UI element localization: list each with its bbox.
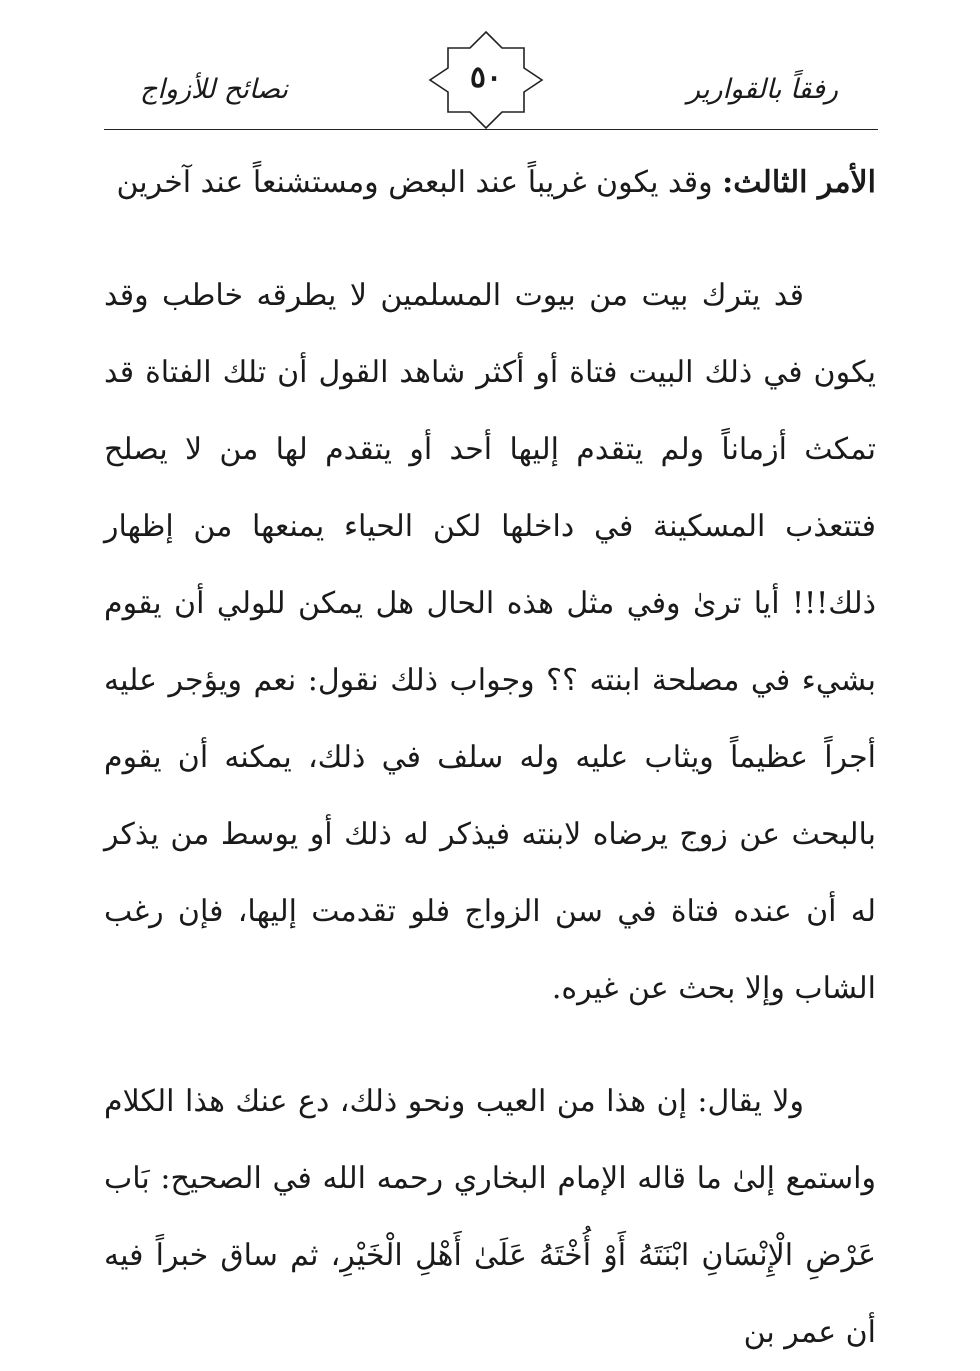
page-number: ٥٠ <box>469 60 503 95</box>
paragraph-1-text: وقد يكون غريباً عند البعض ومستشنعاً عند آخرين <box>116 165 723 200</box>
paragraph-spacer <box>104 1027 876 1063</box>
page-number-badge <box>428 30 544 130</box>
paragraph-spacer <box>104 221 876 257</box>
chapter-title: نصائح للأزواج <box>140 74 289 105</box>
page-body <box>104 144 876 1371</box>
page-header <box>104 30 878 132</box>
book-title: رفقاً بالقوارير <box>687 74 838 105</box>
paragraph-3: ولا يقال: إن هذا من العيب ونحو ذلك، دع عنك هذا الكلام واستمع إلىٰ ما قاله الإمام البخاري رحمه الله في الصحيح: بَاب عَرْضِ الْإِنْسَانِ ابْنَتَهُ أَوْ أُخْتَهُ عَلَىٰ أَهْلِ الْخَيْرِ، ثم ساق خبراً فيه أن عمر بن <box>104 1084 877 1350</box>
paragraph-1-lead: الأمر الثالث: <box>722 165 876 200</box>
paragraph-1 <box>104 144 876 221</box>
header-divider <box>104 129 878 130</box>
paragraph-2: قد يترك بيت من بيوت المسلمين لا يطرقه خاطب وقد يكون في ذلك البيت فتاة أو أكثر شاهد القول أن تلك الفتاة قد تمكث أزماناً ولم يتقدم إليها أحد أو يتقدم لها من لا يصلح فتتعذب المسكينة في داخلها لكن الحياء يمنعها من إظهار ذلك!!! أيا ترىٰ وفي مثل هذه الحال هل يمكن للولي أن يقوم بشيء في مصلحة ابنته ؟؟ وجواب ذلك نقول: نعم ويؤجر عليه أجراً عظيماً ويثاب عليه وله سلف في ذلك، يمكنه أن يقوم بالبحث عن زوج يرضاه لابنته فيذكر له ذلك أو يوسط من يذكر له أن عنده فتاة في سن الزواج فلو تقدمت إليها، فإن رغب الشاب وإلا بحث عن غيره. <box>104 278 877 1006</box>
